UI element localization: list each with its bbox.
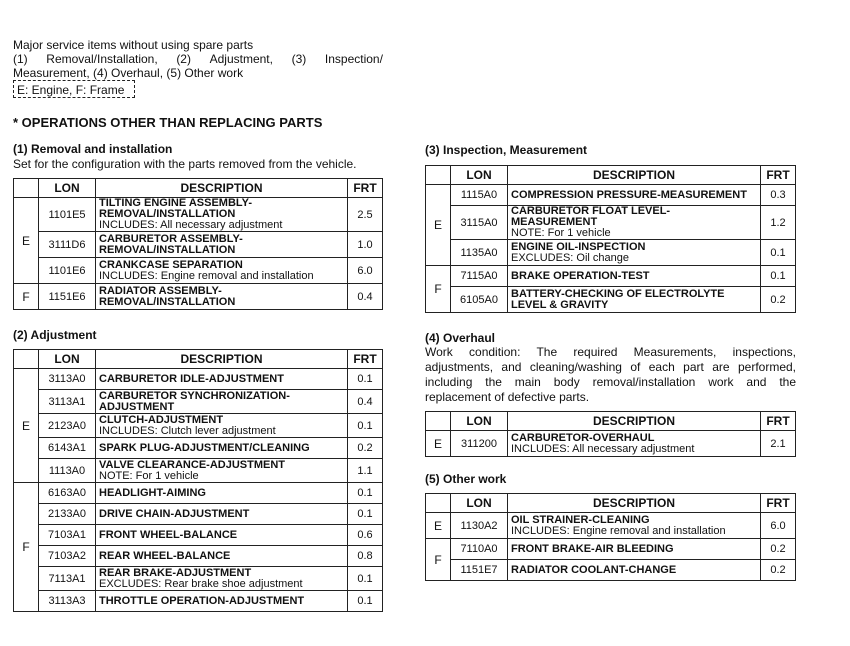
lon-cell: 1113A0 — [39, 459, 96, 483]
group-code: E — [14, 198, 39, 284]
frt-cell: 0.1 — [348, 591, 383, 612]
table-row — [14, 438, 383, 459]
column-header-lon: LON — [451, 166, 508, 185]
lon-cell: 6163A0 — [39, 483, 96, 504]
description-cell — [96, 546, 348, 567]
lon-cell: 6143A1 — [39, 438, 96, 459]
lon-cell: 311200 — [451, 431, 508, 457]
frt-cell: 0.1 — [348, 369, 383, 390]
table-row — [426, 240, 796, 266]
table-row — [14, 258, 383, 284]
operation-note: INCLUDES: All necessary adjustment — [511, 442, 695, 455]
operation-title: SPARK PLUG-ADJUSTMENT/CLEANING — [99, 441, 310, 454]
description-cell — [508, 185, 761, 206]
frt-cell: 0.1 — [761, 240, 796, 266]
frt-cell: 0.4 — [348, 390, 383, 414]
operation-title: OIL STRAINER-CLEANING — [511, 513, 650, 526]
page-heading: * OPERATIONS OTHER THAN REPLACING PARTS — [13, 115, 323, 130]
description-cell — [96, 525, 348, 546]
intro-line-2-part: Removal/Installation, — [46, 52, 158, 66]
intro-line-2-part: (1) — [13, 52, 28, 66]
group-code: E — [426, 431, 451, 457]
frt-cell: 6.0 — [348, 258, 383, 284]
description-cell — [508, 206, 761, 240]
table-row — [14, 284, 383, 310]
lon-cell: 6105A0 — [451, 287, 508, 313]
table-row — [426, 560, 796, 581]
description-cell — [96, 567, 348, 591]
section-desc-removal: Set for the configuration with the parts removed from the vehicle. — [13, 157, 357, 171]
operation-title: FRONT BRAKE-AIR BLEEDING — [511, 542, 674, 555]
operation-title: CARBURETOR ASSEMBLY- REMOVAL/INSTALLATION — [99, 232, 243, 256]
frt-cell: 0.4 — [348, 284, 383, 310]
column-header-description: DESCRIPTION — [96, 350, 348, 369]
column-header-lon: LON — [451, 494, 508, 513]
column-header-frt: FRT — [761, 412, 796, 431]
operation-title: THROTTLE OPERATION-ADJUSTMENT — [99, 594, 305, 607]
section-desc-overhaul: Work condition: The required Measurements, inspections, adjustments, and cleaning/washing of each part are performed, including the main body removal/installation work and the replacement of defective parts. — [425, 345, 796, 404]
operation-note: NOTE: For 1 vehicle — [99, 469, 199, 482]
operation-note: INCLUDES: Engine removal and installation — [99, 269, 314, 282]
frt-cell: 0.2 — [348, 438, 383, 459]
operation-note: INCLUDES: All necessary adjustment — [99, 219, 283, 231]
lon-cell: 2123A0 — [39, 414, 96, 438]
operation-note: INCLUDES: Engine removal and installation — [511, 524, 726, 537]
legend-box: E: Engine, F: Frame — [13, 80, 135, 98]
frt-cell: 2.5 — [348, 198, 383, 232]
intro-line-2 — [13, 52, 383, 66]
frt-cell: 0.2 — [761, 287, 796, 313]
description-cell — [96, 198, 348, 232]
column-header-group — [14, 179, 39, 198]
frt-cell: 0.1 — [348, 504, 383, 525]
lon-cell: 3115A0 — [451, 206, 508, 240]
frt-cell: 6.0 — [761, 513, 796, 539]
lon-cell: 2133A0 — [39, 504, 96, 525]
operation-title: DRIVE CHAIN-ADJUSTMENT — [99, 507, 250, 520]
table-row — [14, 232, 383, 258]
column-header-frt: FRT — [761, 494, 796, 513]
lon-cell: 1151E6 — [39, 284, 96, 310]
operation-title: CARBURETOR SYNCHRONIZATION- ADJUSTMENT — [99, 389, 290, 413]
lon-cell: 3113A1 — [39, 390, 96, 414]
frt-cell: 0.6 — [348, 525, 383, 546]
operation-title: REAR BRAKE-ADJUSTMENT — [99, 566, 252, 579]
lon-cell: 7113A1 — [39, 567, 96, 591]
group-code: F — [426, 539, 451, 581]
frt-cell: 0.8 — [348, 546, 383, 567]
section-title-other: (5) Other work — [425, 472, 507, 486]
intro-line-2-part: Adjustment, — [209, 52, 273, 66]
column-header-lon: LON — [39, 350, 96, 369]
lon-cell: 1101E6 — [39, 258, 96, 284]
operation-title: CLUTCH-ADJUSTMENT — [99, 413, 224, 426]
column-header-group — [426, 166, 451, 185]
operation-title: BRAKE OPERATION-TEST — [511, 269, 650, 282]
frt-cell: 1.2 — [761, 206, 796, 240]
column-header-description: DESCRIPTION — [96, 179, 348, 198]
description-cell — [508, 287, 761, 313]
table-removal — [13, 178, 383, 310]
section-title-adjustment: (2) Adjustment — [13, 328, 97, 342]
frt-cell: 1.0 — [348, 232, 383, 258]
table-row — [426, 431, 796, 457]
lon-cell: 1151E7 — [451, 560, 508, 581]
operation-title: HEADLIGHT-AIMING — [99, 486, 206, 499]
table-overhaul — [425, 411, 796, 457]
frt-cell: 0.1 — [348, 414, 383, 438]
lon-cell: 7115A0 — [451, 266, 508, 287]
table-row — [426, 206, 796, 240]
column-header-lon: LON — [39, 179, 96, 198]
operation-title: COMPRESSION PRESSURE-MEASUREMENT — [511, 188, 747, 201]
lon-cell: 1101E5 — [39, 198, 96, 232]
frt-cell: 0.1 — [348, 567, 383, 591]
frt-cell: 0.2 — [761, 539, 796, 560]
operation-title: BATTERY-CHECKING OF ELECTROLYTE LEVEL & GRAVITY — [511, 287, 725, 311]
column-header-frt: FRT — [348, 179, 383, 198]
operation-title: VALVE CLEARANCE-ADJUSTMENT — [99, 458, 285, 471]
intro-line-2-part: Inspection/ — [324, 52, 383, 66]
table-row — [426, 266, 796, 287]
lon-cell: 3111D6 — [39, 232, 96, 258]
operation-title: CARBURETOR FLOAT LEVEL- MEASUREMENT — [511, 205, 671, 228]
operation-title: RADIATOR ASSEMBLY- REMOVAL/INSTALLATION — [99, 284, 236, 308]
operation-title: CRANKCASE SEPARATION — [99, 258, 243, 271]
table-row — [426, 513, 796, 539]
description-cell — [508, 431, 761, 457]
table-row — [14, 198, 383, 232]
operation-title: CARBURETOR-OVERHAUL — [511, 431, 655, 444]
intro-line-2-part: (3) — [291, 52, 307, 66]
table-row — [14, 504, 383, 525]
operation-title: RADIATOR COOLANT-CHANGE — [511, 563, 677, 576]
table-row — [426, 539, 796, 560]
table-row — [14, 414, 383, 438]
column-header-lon: LON — [451, 412, 508, 431]
frt-cell: 0.1 — [761, 266, 796, 287]
intro-line-2-part: (2) — [176, 52, 191, 66]
table-row — [14, 369, 383, 390]
description-cell — [96, 369, 348, 390]
lon-cell: 3113A3 — [39, 591, 96, 612]
description-cell — [96, 284, 348, 310]
operation-title: CARBURETOR IDLE-ADJUSTMENT — [99, 372, 284, 385]
lon-cell: 1115A0 — [451, 185, 508, 206]
frt-cell: 2.1 — [761, 431, 796, 457]
description-cell — [96, 438, 348, 459]
operation-note: EXCLUDES: Rear brake shoe adjustment — [99, 577, 303, 590]
frt-cell: 0.1 — [348, 483, 383, 504]
intro-line-1: Major service items without using spare parts — [13, 38, 254, 52]
group-code: F — [426, 266, 451, 313]
table-adjustment — [13, 349, 383, 612]
table-row — [14, 525, 383, 546]
frt-cell: 1.1 — [348, 459, 383, 483]
description-cell — [508, 240, 761, 266]
column-header-group — [426, 412, 451, 431]
group-code: E — [14, 369, 39, 483]
description-cell — [508, 266, 761, 287]
section-title-inspection: (3) Inspection, Measurement — [425, 143, 588, 157]
intro-text — [13, 38, 383, 80]
operation-title: FRONT WHEEL-BALANCE — [99, 528, 238, 541]
lon-cell: 7103A1 — [39, 525, 96, 546]
column-header-description: DESCRIPTION — [508, 412, 761, 431]
table-row — [426, 185, 796, 206]
lon-cell: 7110A0 — [451, 539, 508, 560]
group-code: F — [14, 284, 39, 310]
table-other — [425, 493, 796, 581]
table-row — [14, 459, 383, 483]
operation-title: ENGINE OIL-INSPECTION — [511, 240, 646, 253]
intro-line-3: Measurement, (4) Overhaul, (5) Other work — [13, 66, 244, 80]
description-cell — [508, 539, 761, 560]
table-row — [14, 567, 383, 591]
description-cell — [508, 513, 761, 539]
table-row — [14, 546, 383, 567]
table-row — [426, 287, 796, 313]
group-code: E — [426, 185, 451, 266]
frt-cell: 0.2 — [761, 560, 796, 581]
lon-cell: 1135A0 — [451, 240, 508, 266]
description-cell — [508, 560, 761, 581]
lon-cell: 1130A2 — [451, 513, 508, 539]
section-title-removal: (1) Removal and installation — [13, 142, 173, 156]
operation-title: REAR WHEEL-BALANCE — [99, 549, 231, 562]
column-header-description: DESCRIPTION — [508, 494, 761, 513]
section-title-overhaul: (4) Overhaul — [425, 331, 496, 345]
group-code: E — [426, 513, 451, 539]
frt-cell: 0.3 — [761, 185, 796, 206]
operation-note: INCLUDES: Clutch lever adjustment — [99, 424, 276, 437]
description-cell — [96, 390, 348, 414]
operation-note: EXCLUDES: Oil change — [511, 251, 629, 264]
column-header-description: DESCRIPTION — [508, 166, 761, 185]
description-cell — [96, 258, 348, 284]
operation-title: TILTING ENGINE ASSEMBLY- REMOVAL/INSTALLATION — [99, 197, 252, 220]
column-header-frt: FRT — [761, 166, 796, 185]
table-row — [14, 591, 383, 612]
description-cell — [96, 414, 348, 438]
operation-note: NOTE: For 1 vehicle — [511, 227, 611, 239]
column-header-group — [14, 350, 39, 369]
column-header-frt: FRT — [348, 350, 383, 369]
description-cell — [96, 232, 348, 258]
table-inspection — [425, 165, 796, 313]
lon-cell: 7103A2 — [39, 546, 96, 567]
column-header-group — [426, 494, 451, 513]
lon-cell: 3113A0 — [39, 369, 96, 390]
table-row — [14, 483, 383, 504]
description-cell — [96, 591, 348, 612]
description-cell — [96, 483, 348, 504]
description-cell — [96, 459, 348, 483]
table-row — [14, 390, 383, 414]
description-cell — [96, 504, 348, 525]
group-code: F — [14, 483, 39, 612]
